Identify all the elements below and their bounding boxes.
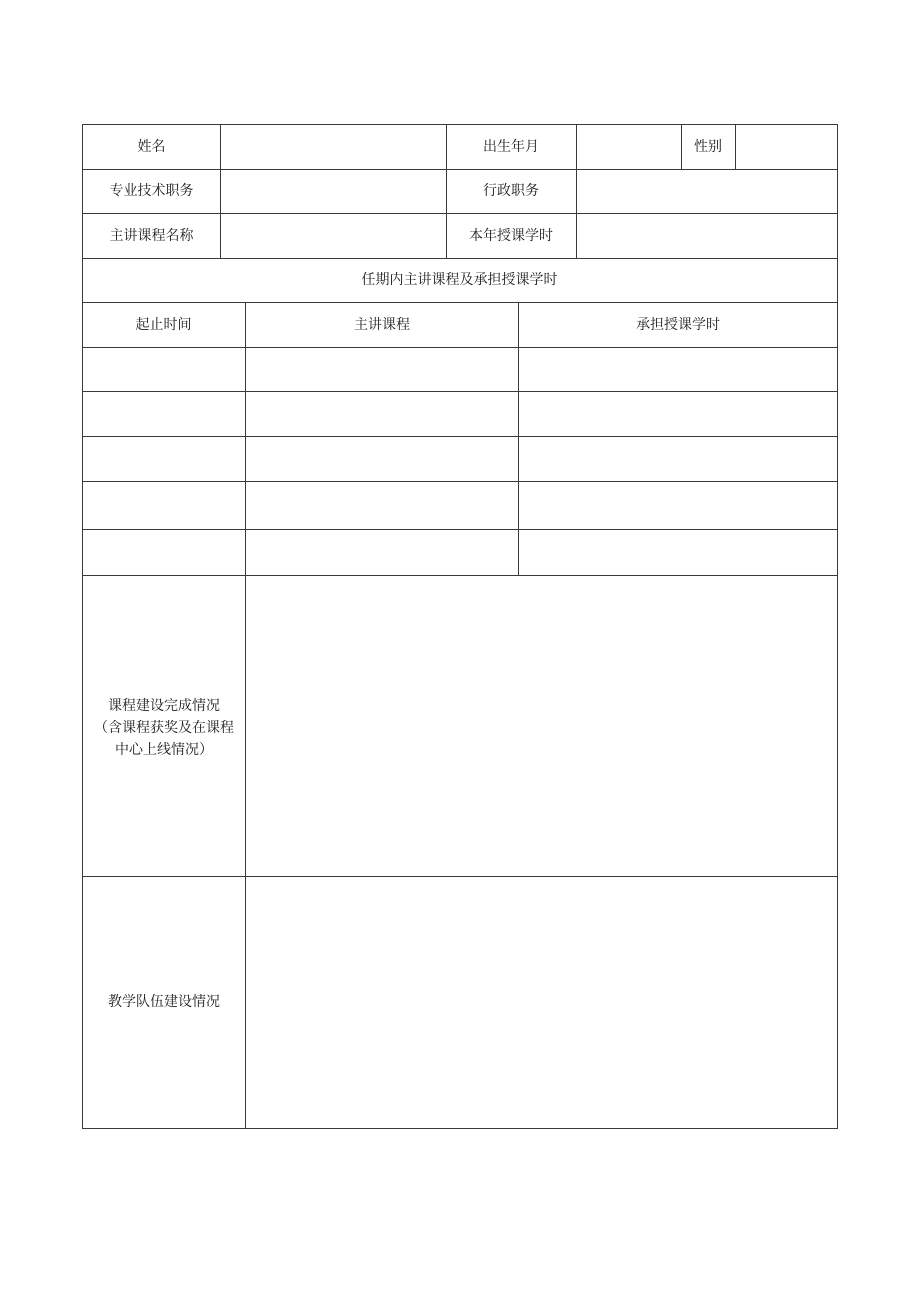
- course-cell[interactable]: [246, 482, 518, 529]
- year-hours-field[interactable]: [577, 213, 837, 258]
- course-cell[interactable]: [246, 348, 518, 391]
- table-border-right: [837, 124, 838, 1129]
- course-status-field[interactable]: [246, 576, 837, 876]
- period-cell[interactable]: [83, 482, 245, 529]
- course-cell[interactable]: [246, 437, 518, 481]
- gender-label: 性别: [694, 138, 722, 155]
- period-cell[interactable]: [83, 530, 245, 575]
- course-status-label: [82, 575, 246, 876]
- hours-cell[interactable]: [519, 437, 837, 481]
- birth-label: 出生年月: [483, 138, 539, 155]
- column-header-hours: 承担授课学时: [636, 316, 720, 333]
- course-status-line: 课程建设完成情况: [108, 697, 220, 714]
- admin-label: 行政职务: [483, 183, 539, 199]
- team-field[interactable]: [246, 877, 837, 1128]
- period-cell[interactable]: [83, 437, 245, 481]
- team-label: 教学队伍建设情况: [108, 994, 220, 1010]
- name-label: 姓名: [137, 138, 166, 155]
- hours-cell[interactable]: [519, 482, 837, 529]
- main-course-label: 主讲课程名称: [109, 227, 194, 244]
- column-header-course: 主讲课程: [354, 316, 410, 333]
- course-status-line: 中心上线情况）: [115, 741, 213, 758]
- year-hours-label: 本年授课学时: [469, 227, 553, 244]
- title-label: 专业技术职务: [109, 183, 194, 199]
- main-course-field[interactable]: [221, 213, 446, 258]
- course-status-line: （含课程获奖及在课程: [94, 719, 234, 736]
- section-title: 任期内主讲课程及承担授课学时: [361, 272, 558, 288]
- period-cell[interactable]: [83, 392, 245, 436]
- table-border-bottom: [82, 1128, 838, 1129]
- course-cell[interactable]: [246, 530, 518, 575]
- gender-field[interactable]: [736, 124, 837, 169]
- birth-field[interactable]: [577, 124, 681, 169]
- name-field[interactable]: [221, 124, 446, 169]
- admin-field[interactable]: [577, 169, 837, 213]
- hours-cell[interactable]: [519, 392, 837, 436]
- column-header-period: 起止时间: [135, 316, 192, 333]
- course-cell[interactable]: [246, 392, 518, 436]
- hours-cell[interactable]: [519, 348, 837, 391]
- title-field[interactable]: [221, 169, 446, 213]
- hours-cell[interactable]: [519, 530, 837, 575]
- period-cell[interactable]: [83, 348, 245, 391]
